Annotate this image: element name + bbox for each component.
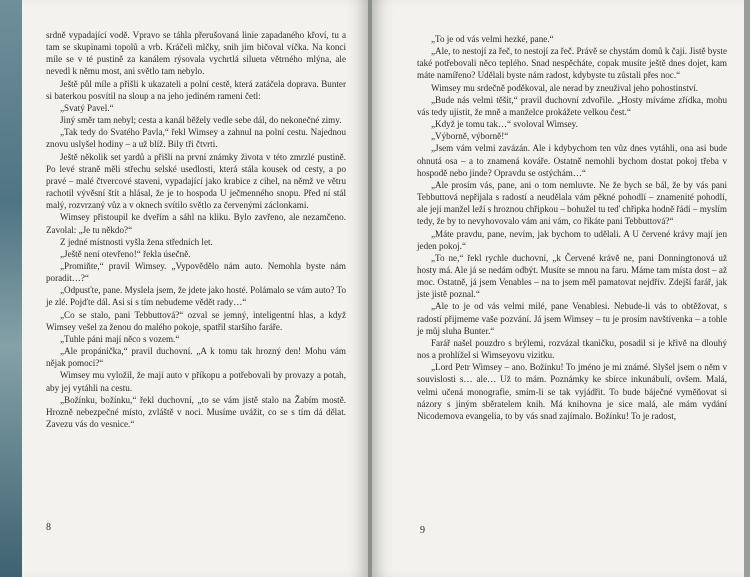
paragraph: „Božínku, božínku,“ řekl duchovní, „to se vám jistě stalo na Žabím mostě. Hrozně nebezpečné místo, zvláště v noci. Musíme uvážit, co se s tím dá dělat. Zavezu vás do vesnice.“ [46, 394, 346, 429]
paragraph: „Lord Petr Wimsey – ano. Božínku! To jméno je mi známé. Slyšel jsem o něm v souvislosti s… ale… Už to mám. Poznámky ke sbírce inkunábulí, ovšem. Malá, velmi učená monografie, smím-li se tak vyjádřit. To bude báječné vyměňovat si názory s jiným sběratelem knih. Má knihovna je sice malá, ale mám vydání Nicodemova evangelia, to by vás snad zajímalo. Božínku! To je radost, [417, 362, 727, 421]
paragraph: „To ne,“ řekl rychle duchovní, „k Červené krávě ne, pani Donningtonová už hosty má. Ale já se nedám odbýt. Musíte se mnou na faru. Máme tam místa dost – až moc. Ostatně, já jsem Venables – na to jsem měl pamatovat nejdřív. Zdejší farář, jak jste jistě poznal.“ [417, 252, 727, 300]
paragraph: „Jsem vám velmi zavázán. Ale i kdybychom ten vůz dnes vytáhli, ona asi bude ohnutá osa – a to znamená kováře. Ostatně nemohli bychom dostat pokoj třeba v hospodě nebo jinde? Opravdu se ostýchám…“ [417, 143, 727, 178]
paragraph: „Svatý Pavel.“ [60, 102, 114, 113]
paragraph: „Máte pravdu, pane, nevím, jak bychom to udělali. A U červené krávy mají jen jeden pokoj.“ [417, 228, 727, 251]
left-page-text [46, 29, 346, 430]
paragraph: „Tak tedy do Svatého Pavla,“ řekl Wimsey a zahnul na polní cestu. Najednou znovu uslyšel hodiny – a už blíž. Bily tři čtvrti. [46, 127, 346, 150]
paragraph: „Ale to je od vás velmi milé, pane Venablesi. Nebude-li vás to obtěžovat, s radostí přijmeme vaše pozvání. Já jsem Wimsey – tu je prosím navštívenka – a tohle je můj sluha Bunter.“ [417, 301, 727, 336]
paragraph: „Když je tomu tak…“ svoloval Wimsey. [431, 119, 578, 130]
paragraph: srdně vypadající vodě. Vpravo se táhla přerušovaná linie zapadaného křoví, tu a tam se skupinami topolů a vrb. Kráčeli mlčky, snih jim bičoval víčka. Na konci míle se v té pustině za kanálem rýsovala vychrtlá silueta větrného mlýna, ale nevedl k němu most, ani světlo tam nebylo. [46, 30, 346, 77]
right-page [372, 0, 744, 577]
paragraph: Wimsey mu vyložil, že mají auto v příkopu a potřebovali by provazy a potah, aby jej vytáhli na cestu. [46, 370, 346, 393]
paragraph: Farář našel pouzdro s brýlemi, rozvázal tkaničku, posadil si je křivě na dlouhý nos a prohlížel si Wimseyovu vizitku. [417, 337, 727, 361]
paragraph: „Výborně, výborně!“ [431, 131, 509, 142]
cover-edge [0, 0, 22, 577]
paragraph: Wimsey mu srdečně poděkoval, ale nerad by zneužival jeho pohostinství. [431, 82, 699, 93]
paragraph: „Co se stalo, pani Tebbuttová?“ ozval se jemný, inteligentní hlas, a když Wimsey vešel za ženou do malého pokoje, spatřil staršího faráře. [46, 309, 346, 332]
right-page-text [417, 33, 727, 422]
paragraph: „Promiňte,“ pravil Wimsey. „Vypovědělo nám auto. Nemohla byste nám poradit…?“ [46, 260, 346, 284]
left-page [22, 0, 368, 577]
page-edge [744, 0, 750, 577]
paragraph: „Odpusťte, pane. Myslela jsem, že jdete jako hosté. Polámalo se vám auto? To je zlé. Pojďte dál. Asi si s tím nebudeme vědět rady…“ [46, 285, 346, 308]
paragraph: „Bude nás velmi těšit,“ pravil duchovní zdvořile. „Hosty míváme zřídka, mohu vás tedy ujistit, že mně a manželce prokážete velkou čest.“ [417, 94, 727, 117]
paragraph: „To je od vás velmi hezké, pane.“ [431, 34, 554, 44]
paragraph: Wimsey přistoupil ke dveřím a sáhl na kliku. Bylo zavřeno, ale nezamčeno. Zavolal: „Je tu někdo?“ [46, 212, 346, 235]
paragraph: Jiný směr tam nebyl; cesta a kanál běžely vedle sebe dál, do nekonečné zimy. [60, 115, 342, 126]
paragraph: „Ale, to nestojí za řeč, to nestojí za řeč. Právě se chystám domů k čaji. Jistě byste také potřebovali něco teplého. Snad nespěcháte, copak musíte ještě dnes dojet, kam máte namířeno? Udělali byste nám radost, kdybyste tu zůstali přes noc.“ [417, 46, 727, 81]
paragraph: Z jedné místnosti vyšla žena středních let. [60, 236, 213, 247]
paragraph: „Tuhle páni mají něco s vozem.“ [60, 333, 180, 344]
paragraph: Ještě půl míle a přišli k ukazateli a polní cestě, která zatáčela doprava. Bunter si baterkou posvítil na sloup a na jeho jediném rameni četl: [46, 78, 346, 101]
page-number: 9 [420, 525, 425, 536]
page-number: 8 [46, 522, 51, 533]
paragraph: „Ještě není otevřeno!“ řekla úsečně. [60, 248, 191, 259]
paragraph: „Ale propánička,“ pravil duchovní. „A k tomu tak hrozný den! Mohu vám nějak pomoci?“ [46, 346, 346, 369]
paragraph: „Ale prosím vás, pane, ani o tom nemluvte. Ne že bych se bál, že by vás pani Tebbuttová nepřijala s radostí a neudělala vám pěkné pohodlí – znamenité pohodlí, ale její manžel leží s hroznou chřipkou – bohužel tu teď chřipka hodně řádí – myslím tedy, že by to nevyhovovalo vám ani vám, co říkáte pani Tebbuttová?“ [417, 179, 727, 227]
paragraph: Ještě několik set yardů a přišli na první známky života v této zmrzlé pustině. Po levé straně měli střechu selské usedlosti, která stála kousek od cesty, a po pravé – malé čtvercové staveni, vypadající jako krabice z cihel, na němž ve větru rachotil vývěsní štít a hlásal, že je to hospoda U ječmenného snopu. Před ní stál malý, rozvrzaný vůz a v oknech svítilo světlo za červenými záclonkami. [46, 151, 346, 211]
